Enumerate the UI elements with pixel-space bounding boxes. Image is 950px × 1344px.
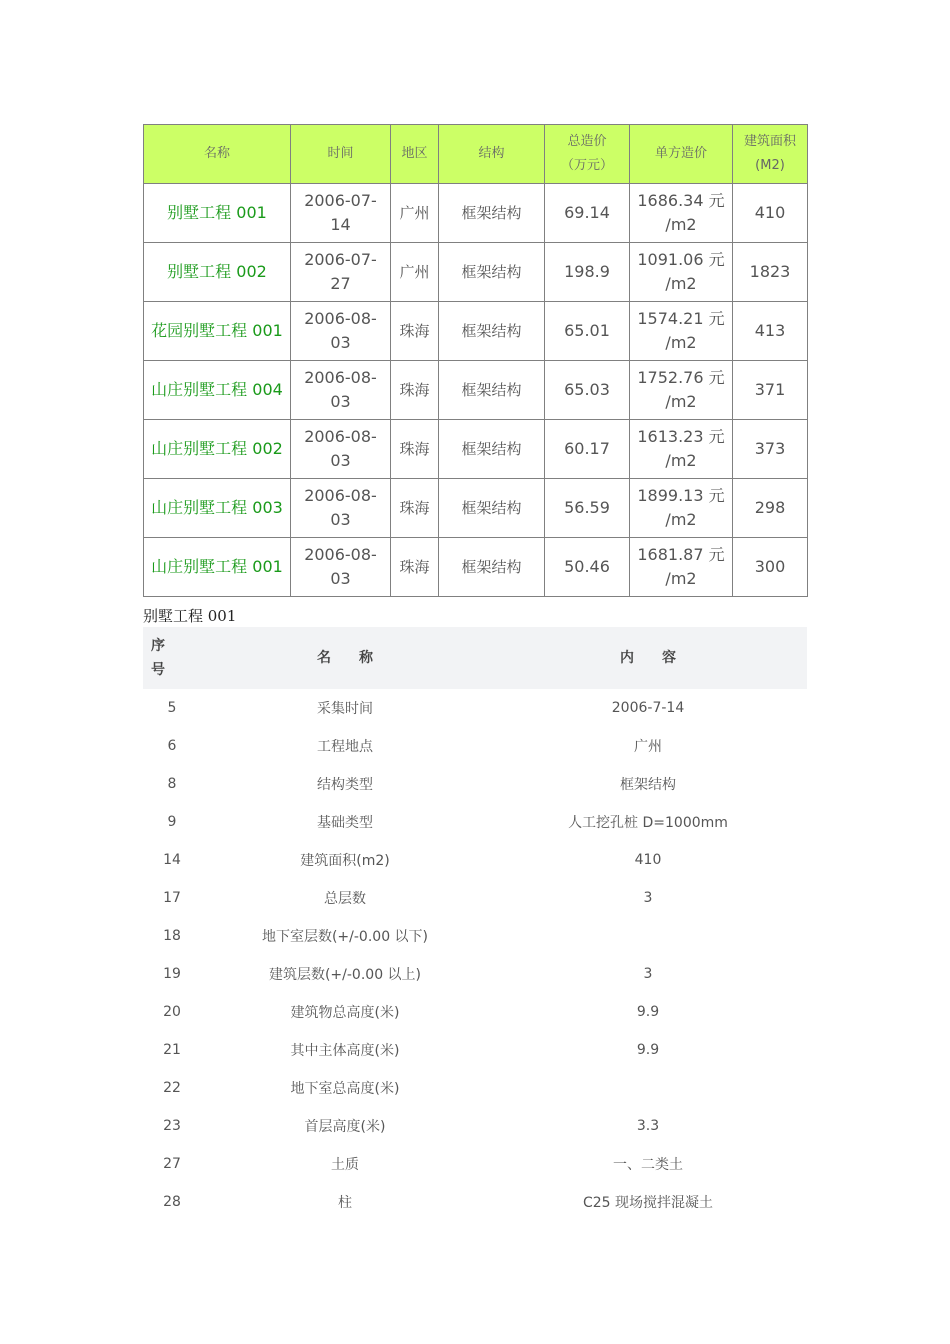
- project-date-line1: 2006-08-: [304, 368, 377, 387]
- project-area: 410: [733, 184, 808, 243]
- table-row: [143, 765, 807, 803]
- header-time: 时间: [291, 125, 391, 184]
- project-date-line1: 2006-08-: [304, 427, 377, 446]
- project-date-line2: 03: [330, 569, 351, 588]
- project-region: 珠海: [391, 538, 439, 597]
- project-unit-cost-line2: /m2: [665, 392, 697, 411]
- detail-header-row: [143, 627, 807, 689]
- header-seq-line2: 号: [151, 662, 165, 678]
- detail-item-content: 人工挖孔桩 D=1000mm: [568, 815, 728, 831]
- project-name: 花园别墅工程 001: [144, 302, 291, 361]
- project-date: [291, 302, 391, 361]
- project-unit-cost-line1: 1574.21 元: [637, 309, 725, 328]
- table-row: [143, 689, 807, 727]
- project-area: 413: [733, 302, 808, 361]
- project-name: 山庄别墅工程 001: [144, 538, 291, 597]
- project-area: 371: [733, 361, 808, 420]
- project-name: 别墅工程 001: [144, 184, 291, 243]
- project-date-line1: 2006-08-: [304, 545, 377, 564]
- detail-body: [143, 689, 807, 1221]
- project-region: 珠海: [391, 361, 439, 420]
- project-structure: 框架结构: [439, 479, 545, 538]
- project-total-cost: 50.46: [545, 538, 630, 597]
- detail-seq: 22: [163, 1080, 181, 1096]
- project-date-line2: 03: [330, 451, 351, 470]
- detail-seq: 28: [163, 1194, 181, 1210]
- project-unit-cost-line1: 1613.23 元: [637, 427, 725, 446]
- header-unit-cost: 单方造价: [630, 125, 733, 184]
- detail-item-name: 柱: [338, 1195, 352, 1211]
- summary-body: [144, 184, 808, 597]
- table-row: [143, 1145, 807, 1183]
- project-unit-cost-line1: 1091.06 元: [637, 250, 725, 269]
- project-date: [291, 243, 391, 302]
- project-name: 山庄别墅工程 002: [144, 420, 291, 479]
- project-area: 1823: [733, 243, 808, 302]
- detail-item-name: 建筑面积(m2): [300, 853, 390, 869]
- header-name: 名称: [144, 125, 291, 184]
- detail-seq: 21: [163, 1042, 181, 1058]
- project-date-line2: 14: [330, 215, 351, 234]
- project-unit-cost: [630, 538, 733, 597]
- project-structure: 框架结构: [439, 420, 545, 479]
- detail-item-name: 土质: [331, 1157, 359, 1173]
- detail-item-name: 采集时间: [317, 701, 373, 717]
- project-structure: 框架结构: [439, 243, 545, 302]
- header-item-content: 内 容: [489, 627, 807, 689]
- project-total-cost: 69.14: [545, 184, 630, 243]
- detail-item-name: 其中主体高度(米): [290, 1043, 400, 1059]
- project-total-cost: 56.59: [545, 479, 630, 538]
- project-date: [291, 479, 391, 538]
- detail-seq: 20: [163, 1004, 181, 1020]
- project-structure: 框架结构: [439, 538, 545, 597]
- detail-item-name: 首层高度(米): [304, 1119, 386, 1135]
- header-region: 地区: [391, 125, 439, 184]
- table-row: [144, 538, 808, 597]
- project-unit-cost: [630, 243, 733, 302]
- project-date-line2: 03: [330, 510, 351, 529]
- detail-seq: 17: [163, 890, 181, 906]
- project-region: 广州: [391, 184, 439, 243]
- detail-item-content: [489, 1069, 807, 1107]
- project-unit-cost-line2: /m2: [665, 333, 697, 352]
- project-unit-cost: [630, 302, 733, 361]
- detail-item-name: 地下室层数(+/-0.00 以下): [261, 929, 429, 945]
- detail-item-content: 2006-7-14: [611, 700, 685, 716]
- detail-item-name: 工程地点: [317, 739, 373, 755]
- table-row: [143, 841, 807, 879]
- project-region: 珠海: [391, 420, 439, 479]
- project-unit-cost-line2: /m2: [665, 451, 697, 470]
- header-seq: [143, 627, 201, 689]
- project-unit-cost: [630, 184, 733, 243]
- detail-item-name: 总层数: [324, 891, 366, 907]
- detail-seq: 27: [163, 1156, 181, 1172]
- table-row: [143, 917, 807, 955]
- table-row: [143, 803, 807, 841]
- detail-item-content: 9.9: [636, 1004, 660, 1020]
- table-row: [144, 243, 808, 302]
- header-total-cost-line2: （万元）: [560, 158, 613, 173]
- project-date: [291, 420, 391, 479]
- table-row: [143, 1183, 807, 1221]
- project-name: 山庄别墅工程 003: [144, 479, 291, 538]
- table-row: [143, 1031, 807, 1069]
- project-unit-cost-line2: /m2: [665, 510, 697, 529]
- project-unit-cost-line1: 1686.34 元: [637, 191, 725, 210]
- table-row: [144, 361, 808, 420]
- project-unit-cost: [630, 361, 733, 420]
- project-unit-cost: [630, 479, 733, 538]
- project-summary-table: [143, 124, 808, 597]
- table-row: [143, 727, 807, 765]
- header-area-line1: 建筑面积: [743, 134, 796, 149]
- header-seq-line1: 序: [151, 638, 165, 654]
- project-date-line2: 27: [330, 274, 351, 293]
- header-structure: 结构: [439, 125, 545, 184]
- project-date: [291, 538, 391, 597]
- detail-seq: 23: [163, 1118, 181, 1134]
- project-unit-cost: [630, 420, 733, 479]
- header-total-cost-line1: 总造价: [567, 134, 607, 149]
- detail-item-name: 地下室总高度(米): [290, 1081, 400, 1097]
- project-unit-cost-line1: 1681.87 元: [637, 545, 725, 564]
- detail-title: 别墅工程 001: [143, 607, 237, 625]
- project-date-line1: 2006-07-: [304, 191, 377, 210]
- project-region: 珠海: [391, 479, 439, 538]
- project-detail-table: [143, 627, 807, 1221]
- project-structure: 框架结构: [439, 184, 545, 243]
- detail-item-content: [489, 917, 807, 955]
- project-structure: 框架结构: [439, 361, 545, 420]
- header-area-line2: (M2): [755, 158, 785, 173]
- header-item-name: 名 称: [201, 627, 489, 689]
- table-row: [143, 879, 807, 917]
- detail-seq: 18: [163, 928, 181, 944]
- detail-item-content: 410: [634, 852, 662, 868]
- project-region: 广州: [391, 243, 439, 302]
- project-total-cost: 198.9: [545, 243, 630, 302]
- project-unit-cost-line2: /m2: [665, 274, 697, 293]
- summary-header-row: [144, 125, 808, 184]
- project-unit-cost-line1: 1752.76 元: [637, 368, 725, 387]
- project-area: 373: [733, 420, 808, 479]
- project-date-line1: 2006-07-: [304, 250, 377, 269]
- detail-seq: 6: [167, 738, 177, 754]
- detail-item-name: 基础类型: [317, 815, 373, 831]
- table-row: [144, 420, 808, 479]
- project-structure: 框架结构: [439, 302, 545, 361]
- detail-item-content: 9.9: [636, 1042, 660, 1058]
- project-total-cost: 65.03: [545, 361, 630, 420]
- table-row: [143, 993, 807, 1031]
- detail-item-name: 建筑物总高度(米): [290, 1005, 400, 1021]
- project-area: 298: [733, 479, 808, 538]
- header-total-cost: [545, 125, 630, 184]
- table-row: [143, 955, 807, 993]
- table-row: [143, 1069, 807, 1107]
- project-date-line1: 2006-08-: [304, 486, 377, 505]
- detail-seq: 14: [163, 852, 181, 868]
- detail-seq: 19: [163, 966, 181, 982]
- project-area: 300: [733, 538, 808, 597]
- project-name: 山庄别墅工程 004: [144, 361, 291, 420]
- detail-item-content: 框架结构: [620, 777, 676, 793]
- detail-seq: 5: [167, 700, 177, 716]
- table-row: [143, 1107, 807, 1145]
- detail-item-content: 3.3: [636, 1118, 660, 1134]
- project-date: [291, 184, 391, 243]
- detail-seq: 8: [167, 776, 177, 792]
- project-total-cost: 60.17: [545, 420, 630, 479]
- project-region: 珠海: [391, 302, 439, 361]
- project-name: 别墅工程 002: [144, 243, 291, 302]
- detail-seq: 9: [167, 814, 177, 830]
- table-row: [144, 479, 808, 538]
- detail-item-content: 3: [643, 966, 653, 982]
- project-unit-cost-line2: /m2: [665, 569, 697, 588]
- table-row: [144, 184, 808, 243]
- project-date-line1: 2006-08-: [304, 309, 377, 328]
- detail-item-content: C25 现场搅拌混凝土: [582, 1195, 714, 1211]
- detail-item-content: 一、二类土: [613, 1157, 683, 1173]
- project-unit-cost-line2: /m2: [665, 215, 697, 234]
- project-unit-cost-line1: 1899.13 元: [637, 486, 725, 505]
- project-total-cost: 65.01: [545, 302, 630, 361]
- detail-item-name: 建筑层数(+/-0.00 以上): [268, 967, 422, 983]
- detail-item-name: 结构类型: [317, 777, 373, 793]
- detail-item-content: 3: [643, 890, 653, 906]
- project-date-line2: 03: [330, 333, 351, 352]
- project-date: [291, 361, 391, 420]
- table-row: [144, 302, 808, 361]
- detail-item-content: 广州: [634, 739, 662, 755]
- project-date-line2: 03: [330, 392, 351, 411]
- header-area: [733, 125, 808, 184]
